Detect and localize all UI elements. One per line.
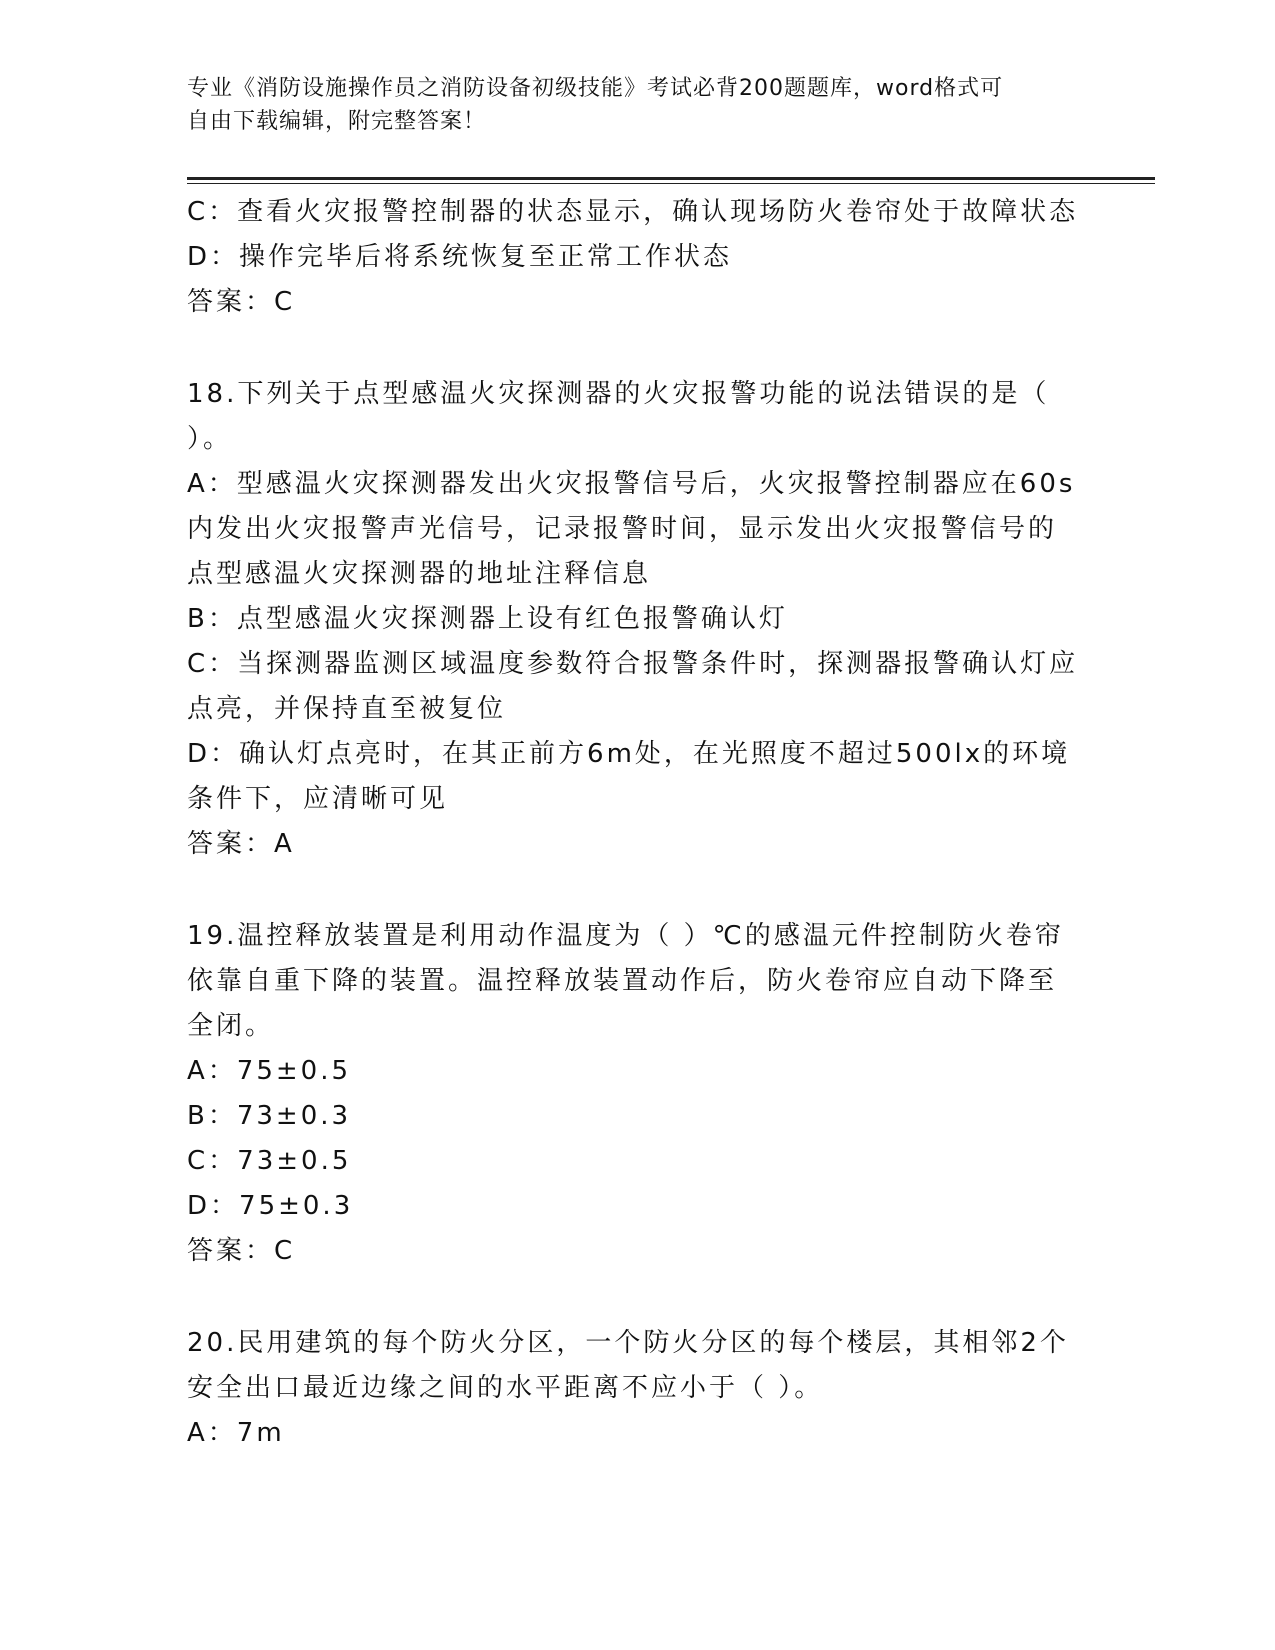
q19-answer: 答案：C [187,1236,296,1266]
q18-answer: 答案：A [187,829,295,859]
q18-option-a-line-1: A：型感温火灾探测器发出火灾报警信号后，火灾报警控制器应在60s [187,469,1076,499]
q20-stem-line-2: 安全出口最近边缘之间的水平距离不应小于（ ）。 [187,1373,824,1403]
header-divider-thick [187,177,1155,180]
q18-option-a-line-3: 点型感温火灾探测器的地址注释信息 [187,559,652,589]
q18-option-a-line-2: 内发出火灾报警声光信号，记录报警时间，显示发出火灾报警信号的 [187,514,1058,544]
q18-option-b: B：点型感温火灾探测器上设有红色报警确认灯 [187,604,788,634]
header-title-line-1: 专业《消防设施操作员之消防设备初级技能》考试必背200题题库，word格式可 [187,76,1004,101]
q19-option-d: D：75±0.3 [187,1191,354,1221]
q19-option-b: B：73±0.3 [187,1101,352,1131]
question-20 [187,1321,1087,1456]
q19-stem-line-1: 19.温控释放装置是利用动作温度为（ ）℃的感温元件控制防火卷帘 [187,921,1064,951]
document-body [187,190,1087,1456]
q20-stem-line-1: 20.民用建筑的每个防火分区，一个防火分区的每个楼层，其相邻2个 [187,1328,1069,1358]
document-header [187,72,1087,138]
q19-stem-line-3: 全闭。 [187,1011,275,1041]
q17-answer: 答案：C [187,287,296,317]
question-19 [187,914,1087,1274]
q19-option-a: A：75±0.5 [187,1056,352,1086]
header-title-line-2: 自由下载编辑，附完整答案！ [187,109,487,134]
q18-stem-line-2: ）。 [187,424,233,454]
q19-option-c: C：73±0.5 [187,1146,352,1176]
q18-option-c-line-2: 点亮，并保持直至被复位 [187,694,507,724]
q17-option-c: C：查看火灾报警控制器的状态显示，确认现场防火卷帘处于故障状态 [187,197,1079,227]
q17-option-d: D：操作完毕后将系统恢复至正常工作状态 [187,242,733,272]
question-17-tail [187,190,1087,325]
q19-stem-line-2: 依靠自重下降的装置。温控释放装置动作后，防火卷帘应自动下降至 [187,966,1058,996]
q18-option-d-line-2: 条件下，应清晰可见 [187,784,449,814]
q18-option-d-line-1: D：确认灯点亮时，在其正前方6m处，在光照度不超过500lx的环境 [187,739,1071,769]
header-divider-thin [187,183,1155,184]
q20-option-a: A：7m [187,1418,285,1448]
q18-stem-line-1: 18.下列关于点型感温火灾探测器的火灾报警功能的说法错误的是（ [187,379,1050,409]
question-18 [187,372,1087,867]
q18-option-c-line-1: C：当探测器监测区域温度参数符合报警条件时，探测器报警确认灯应 [187,649,1079,679]
